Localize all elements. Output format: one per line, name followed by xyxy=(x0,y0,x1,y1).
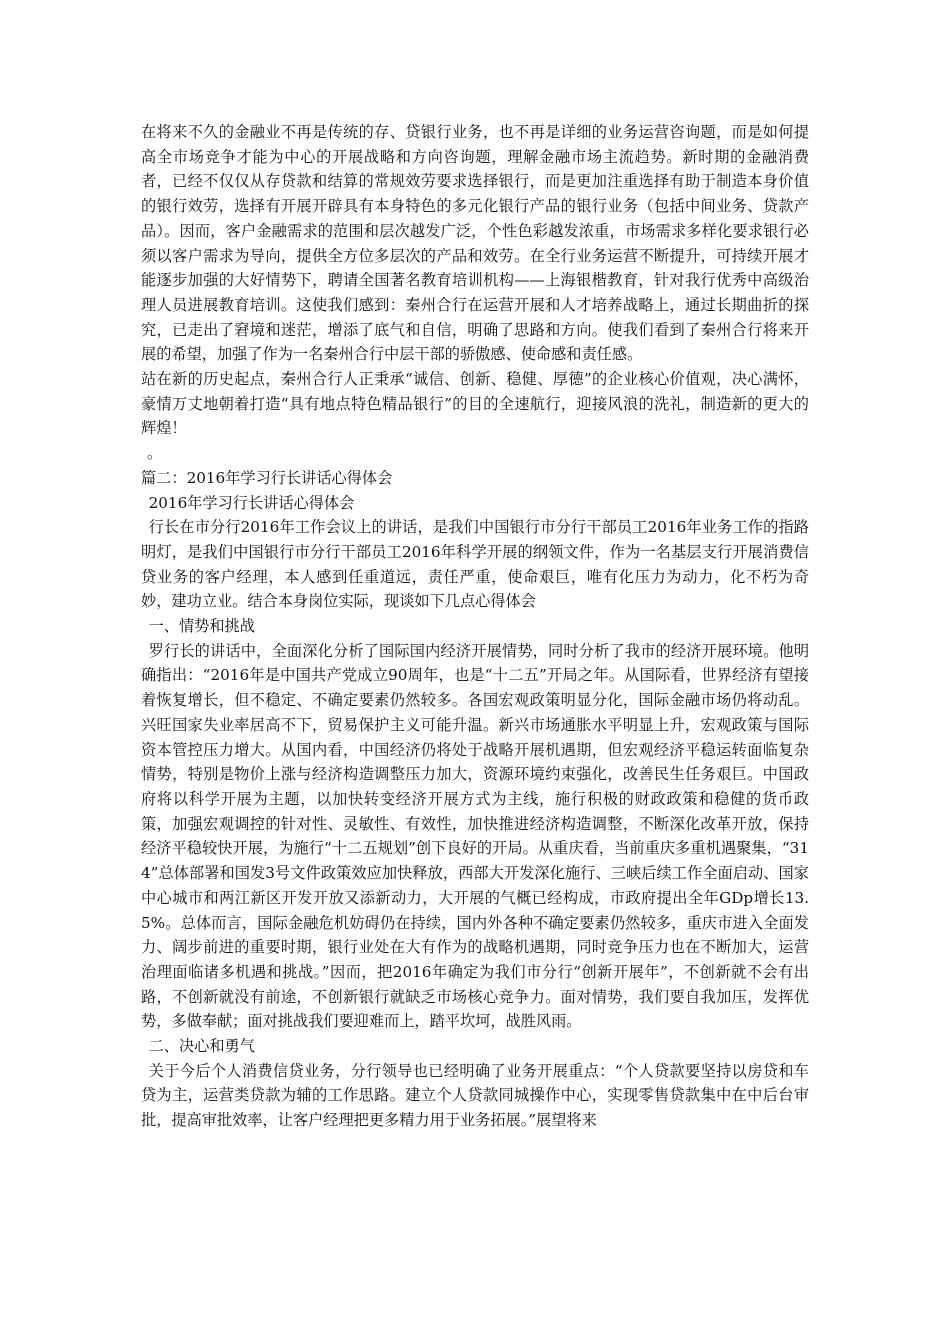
paragraph-outlook: 在将来不久的金融业不再是传统的存、贷银行业务，也不再是详细的业务运营咨询题，而是如何提高全市场竞争才能为中心的开展战略和方向咨询题，理解金融市场主流趋势。新时期的金融消费者，已经不仅仅从存贷款和结算的常规效劳要求选择银行，而是更加注重选择有助于制造本身价值的银行效劳，选择有开展开辟具有本身特色的多元化银行产品的银行业务（包括中间业务、贷款产品）。因而，客户金融需求的范围和层次越发广泛，个性色彩越发浓重，市场需求多样化要求银行必须以客户需求为导向，提供全方位多层次的产品和效劳。在全行业务运营不断提升，可持续开展才能逐步加强的大好情势下，聘请全国著名教育培训机构——上海银楷教育，针对我行优秀中高级治理人员进展教育培训。这使我们感到：秦州合行在运营开展和人才培养战略上，通过长期曲折的探究，已走出了窘境和迷茫，增添了底气和自信，明确了思路和方向。使我们看到了秦州合行将来开展的希望，加强了作为一名秦州合行中层干部的骄傲感、使命感和责任感。 xyxy=(141,123,809,364)
paragraph-determination: 关于今后个人消费信贷业务，分行领导也已经明确了业务开展重点：“个人贷款要坚持以房贷和车贷为主，运营类贷款为辅的工作思路。建立个人贷款同城操作中心，实现零售贷款集中在中后台审批，提高审批效率，让客户经理把更多精力用于业务拓展。”展望将来 xyxy=(141,1061,809,1130)
document-body xyxy=(141,120,809,1133)
heading-situation-challenges: 一、情势和挑战 xyxy=(148,617,255,636)
section-title: 篇二：2016年学习行长讲话心得体会 xyxy=(141,468,393,487)
paragraph-situation: 罗行长的讲话中，全面深化分析了国际国内经济开展情势，同时分析了我市的经济开展环境。他明确指出：“2016年是中国共产党成立90周年，也是“十二五”开局之年。从国际看，世界经济有望接着恢复增长，但不稳定、不确定要素仍然较多。各国宏观政策明显分化，国际金融市场仍将动乱。兴旺国家失业率居高不下，贸易保护主义可能升温。新兴市场通胀水平明显上升，宏观政策与国际资本管控压力增大。从国内看，中国经济仍将处于战略开展机遇期，但宏观经济平稳运转面临复杂情势，特别是物价上涨与经济构造调整压力加大，资源环境约束强化，改善民生任务艰巨。中国政府将以科学开展为主题，以加快转变经济开展方式为主线，施行积极的财政政策和稳健的货币政策，加强宏观调控的针对性、灵敏性、有效性，加快推进经济构造调整，不断深化改革开放，保持经济平稳较快开展，为施行“十二五规划”创下良好的开局。从重庆看，当前重庆多重机遇聚集，“314”总体部署和国发3号文件政策效应加快释放，西部大开发深化施行、三峡后续工作全面启动、国家中心城市和两江新区开发开放又添新动力，大开展的气概已经构成，市政府提出全年GDp增长13.5%。总体而言，国际金融危机妨碍仍在持续，国内外各种不确定要素仍然较多，重庆市进入全面发力、阔步前进的重要时期，银行业处在大有作为的战略机遇期，同时竞争压力也在不断加大，运营治理面临诸多机遇和挑战。”因而，把2016年确定为我们市分行“创新开展年”，不创新就不会有出路，不创新就没有前途，不创新银行就缺乏市场核心竞争力。面对情势，我们要自我加压，发挥优势，多做奉献；面对挑战我们要迎难而上，踏平坎坷，战胜风雨。 xyxy=(141,641,809,1031)
article-title: 2016年学习行长讲话心得体会 xyxy=(148,493,355,512)
paragraph-intro: 行长在市分行2016年工作会议上的讲话，是我们中国银行市分行干部员工2016年业务工作的指路明灯，是我们中国银行市分行干部员工2016年科学开展的纲领文件，作为一名基层支行开展消费信贷业务的客户经理，本人感到任重道远，责任严重，使命艰巨，唯有化压力为动力，化不朽为奇妙，建功立业。结合本身岗位实际，现谈如下几点心得体会 xyxy=(141,518,809,611)
heading-determination-courage: 二、决心和勇气 xyxy=(148,1037,255,1056)
paragraph-new-starting-point: 站在新的历史起点，秦州合行人正秉承“诚信、创新、稳健、厚德”的企业核心价值观，决心满怀，豪情万丈地朝着打造“具有地点特色精品银行”的目的全速航行，迎接风浪的洗礼，制造新的更大的辉煌！ xyxy=(141,370,809,438)
stray-period: 。 xyxy=(147,444,163,463)
